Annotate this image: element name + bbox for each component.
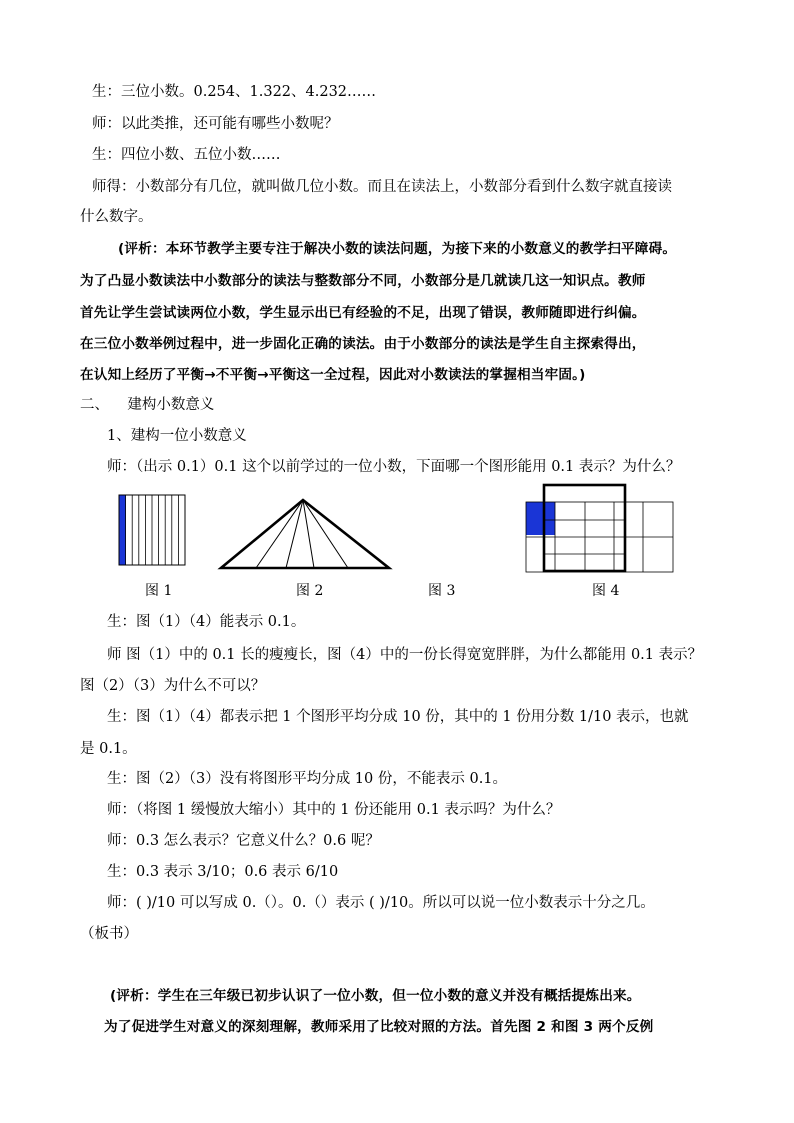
commentary-line: 为了促进学生对意义的深刻理解，教师采用了比较对照的方法。首先图 2 和图 3 两个反例 [104, 1019, 654, 1035]
figure-4-grid-diagram [524, 482, 676, 574]
section-heading: 二、 建构小数意义 [80, 397, 215, 413]
dialogue-line: 生：四位小数、五位小数…… [92, 147, 281, 163]
subsection-heading: 1、建构一位小数意义 [107, 428, 247, 444]
figure-3-caption: 图 3 [428, 583, 456, 599]
figure-2-triangle-diagram [218, 496, 394, 572]
figure-1-shaded-tenth [119, 495, 126, 565]
dialogue-line: 是 0.1。 [80, 741, 137, 757]
dialogue-line: 师：（将图 1 缓慢放大缩小）其中的 1 份还能用 0.1 表示吗？为什么？ [107, 802, 561, 818]
figure-2-caption: 图 2 [296, 583, 324, 599]
dialogue-line: 师：以此类推，还可能有哪些小数呢？ [92, 116, 339, 132]
commentary-line: (评析：本环节教学主要专注于解决小数的读法问题，为接下来的小数意义的教学扫平障碍。 [118, 241, 677, 257]
commentary-line: 在认知上经历了平衡→不平衡→平衡这一全过程，因此对小数读法的掌握相当牢固。) [80, 367, 586, 383]
commentary-line: 在三位小数举例过程中，进一步固化正确的读法。由于小数部分的读法是学生自主探索得出， [80, 336, 646, 352]
commentary-line: 首先让学生尝试读两位小数，学生显示出已有经验的不足，出现了错误，教师随即进行纠偏。 [80, 305, 646, 321]
commentary-line: 为了凸显小数读法中小数部分的读法与整数部分不同，小数部分是几就读几这一知识点。教师 [80, 273, 646, 289]
dialogue-line: 师 图（1）中的 0.1 长的瘦瘦长，图（4）中的一份长得宽宽胖胖，为什么都能用 0.1 表示？ [107, 647, 703, 663]
dialogue-line: 图（2）（3）为什么不可以？ [80, 678, 266, 694]
dialogue-line: 生：三位小数。0.254、1.322、4.232…… [92, 84, 377, 100]
dialogue-line: 师：0.3 怎么表示？它意义什么？0.6 呢？ [107, 833, 380, 849]
dialogue-line: （板书） [80, 926, 138, 942]
figure-1-strip-diagram [118, 494, 188, 566]
dialogue-line: 师：( )/10 可以写成 0.（）。0.（）表示 ( )/10。所以可以说一位小数表示十分之几。 [107, 895, 655, 911]
commentary-line: (评析：学生在三年级已初步认识了一位小数，但一位小数的意义并没有概括提炼出来。 [110, 988, 641, 1004]
dialogue-line: 生：图（1）（4）都表示把 1 个图形平均分成 10 份，其中的 1 份用分数 1/10 表示，也就 [107, 709, 689, 725]
figure-4-shaded-cell [526, 502, 555, 535]
figure-4-caption: 图 4 [592, 583, 620, 599]
dialogue-line: 师：（出示 0.1）0.1 这个以前学过的一位小数，下面哪一个图形能用 0.1 表示？为什么？ [107, 459, 681, 475]
dialogue-line: 生：0.3 表示 3/10；0.6 表示 6/10 [107, 864, 339, 880]
dialogue-line: 什么数字。 [80, 209, 153, 225]
dialogue-line: 生：图（1）（4）能表示 0.1。 [107, 614, 306, 630]
dialogue-line: 师得：小数部分有几位，就叫做几位小数。而且在读法上，小数部分看到什么数字就直接读 [92, 179, 672, 195]
dialogue-line: 生：图（2）（3）没有将图形平均分成 10 份，不能表示 0.1。 [107, 771, 508, 787]
figure-1-caption: 图 1 [145, 583, 173, 599]
